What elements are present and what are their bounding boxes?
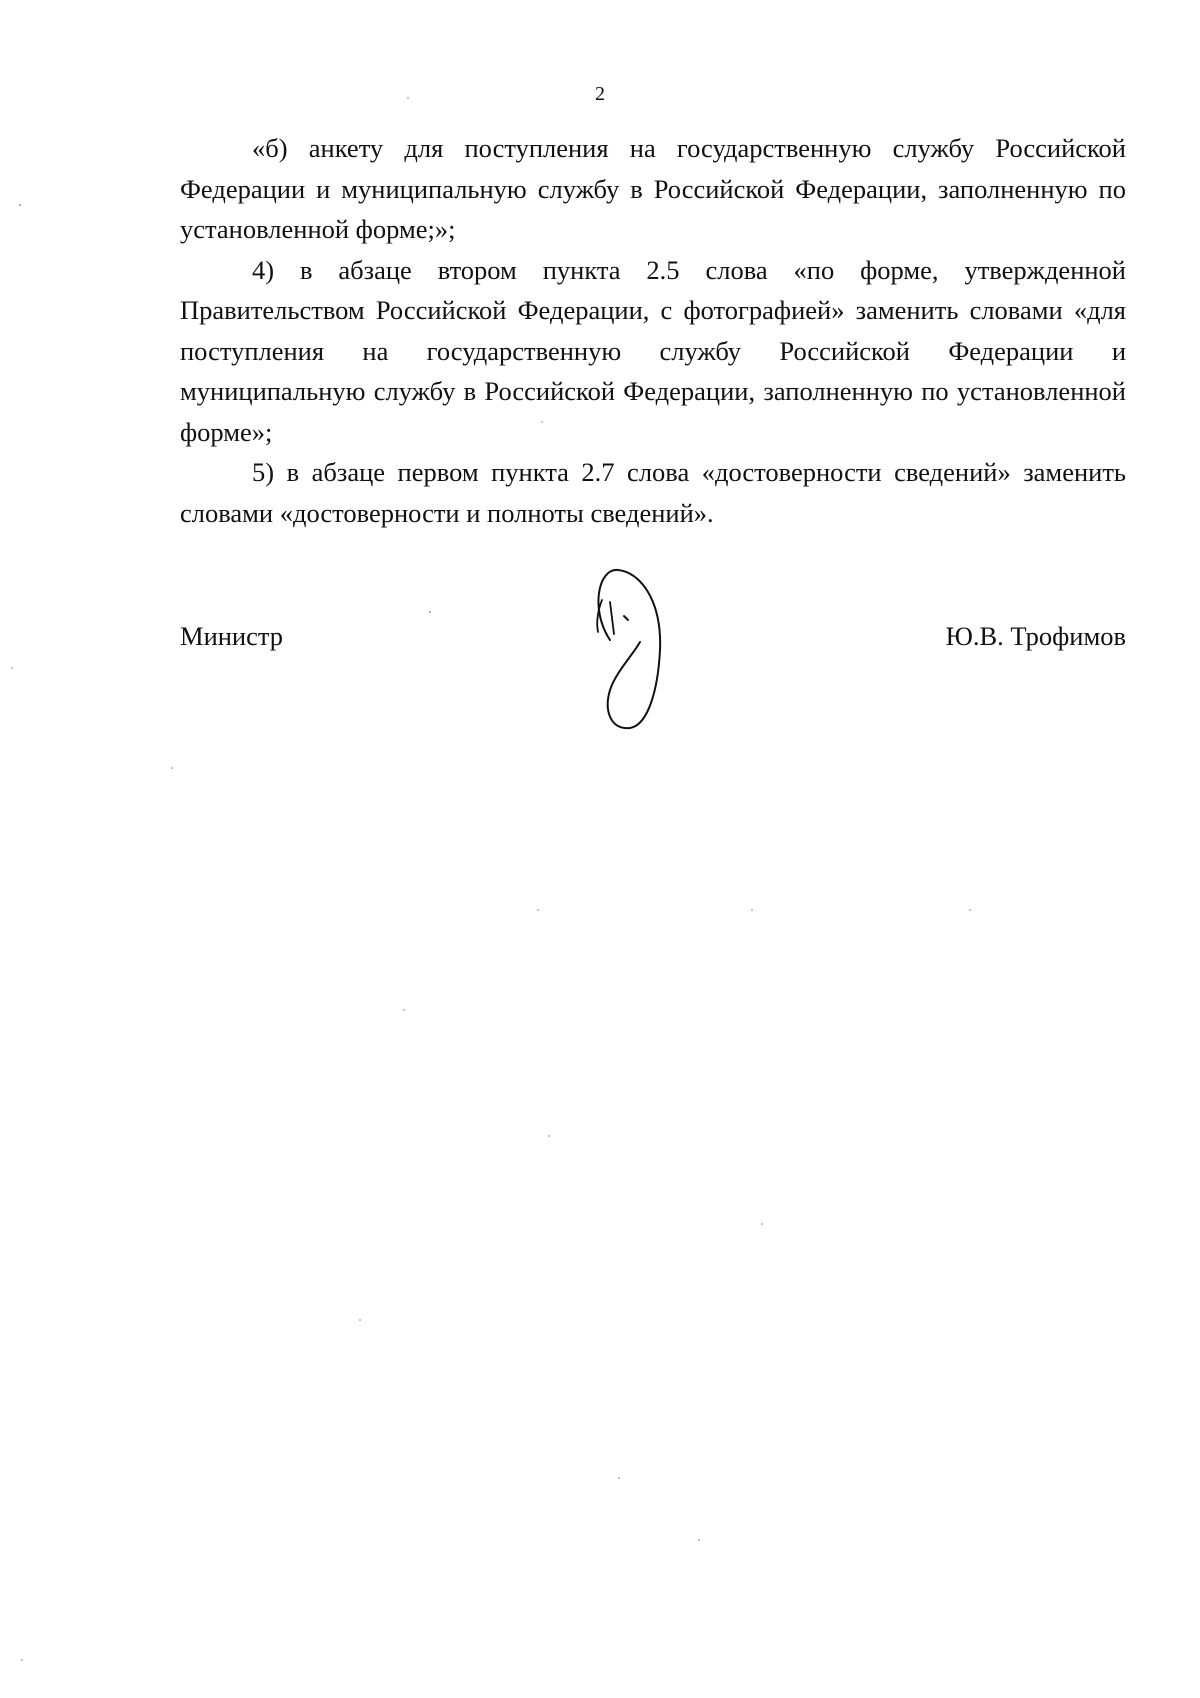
paragraph-b: «б) анкету для поступления на государственную службу Российской Федерации и муниципальную службу в Российской Федерации, заполненную по установленной форме;»;: [180, 133, 1126, 244]
signatory-title: Министр: [180, 621, 284, 651]
page-number: 2: [595, 83, 605, 105]
handwritten-signature: [580, 560, 690, 740]
signatory-name: Ю.В. Трофимов: [945, 621, 1126, 651]
paragraph-4: 4) в абзаце втором пункта 2.5 слова «по форме, утвержденной Правительством Российской Федерации, с фотографией» заменить словами «для поступления на государственную службу Российской Федерации и муниципальную службу в Российской Федерации, заполненную по установленной форме»;: [180, 254, 1126, 447]
document-body: [180, 128, 1126, 533]
signature-block: [180, 560, 1126, 740]
paragraph-5: 5) в абзаце первом пункта 2.7 слова «достоверности сведений» заменить словами «достоверности и полноты сведений».: [180, 457, 1126, 528]
